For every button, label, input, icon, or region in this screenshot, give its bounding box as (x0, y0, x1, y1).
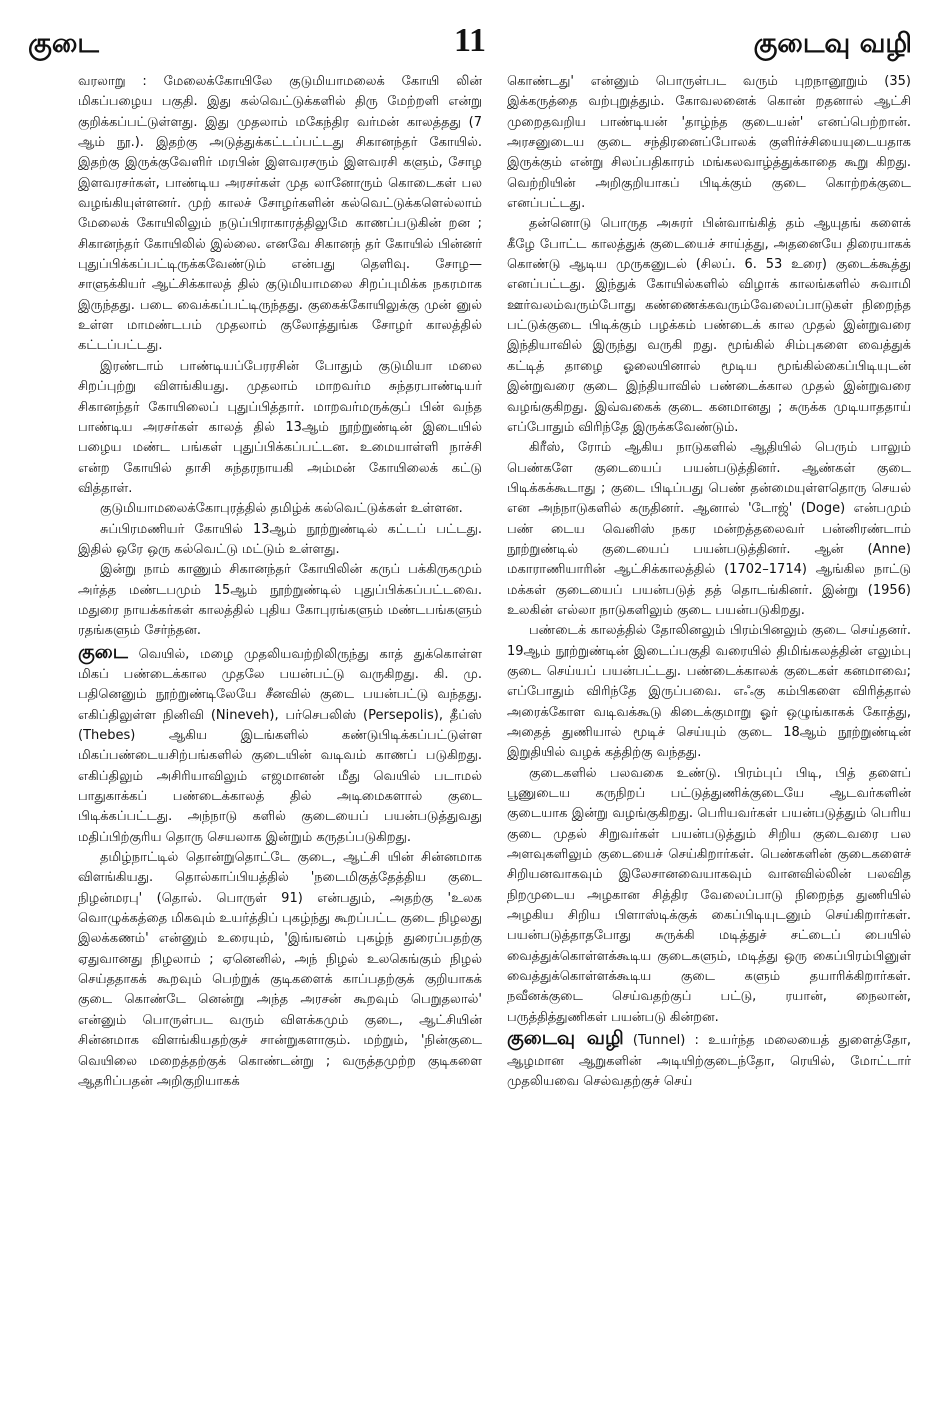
paragraph: தன்னொடு பொருத அசுரர் பின்வாங்கித் தம் ஆயுதங் களைக் கீழே போட்ட காலத்துக் குடையைச் சாய்த்து, அதனையே திரையாகக் கொண்டு ஆடிய முருகனுடல் (சிலப். 6. 53 உரை) குடைக்கூத்து எனப்பட்டது. இந்துக் கோயில்களில் விழாக் காலங்களில் சுவாமி ஊர்வலம்வரும்போது கண்ணைக்கவரும்வேலைப்பாடுகள் நிறைந்த பட்டுக்குடை பிடிக்கும் பழக்கம் பண்டைக் கால முதல் இன்றுவரை இந்தியாவில் இருந்து வருகி றது. மூங்கில் சிம்புகளை வைத்துக் கட்டித் தாழை ஓலையினால் மூடிய மூங்கில்கைப்பிடியுடன் இன்றுவரை குடை இந்தியாவில் பண்டைக்கால முதல் இன்றுவரை வழங்குகிறது. இவ்வகைக் குடை கனமானது ; சுருக்க முடியாததாய் எப்போதும் விரிந்தே இருக்கவேண்டும். (507, 216, 911, 435)
entry-text: (Tunnel) : உயர்ந்த மலையைத் துளைத்தோ, ஆழமான ஆறுகளின் அடியிற்குடைந்தோ, ரெயில், மோட்டார் முதலியவை செல்வதற்குச் செய் (507, 1033, 911, 1089)
entry-text: வெயில், மழை முதலியவற்றிலிருந்து காத் துக்கொள்ள மிகப் பண்டைக்கால முதலே பயன்பட்டு வருகிறது. கி. மு. பதினெனும் நூற்றுண்டிலேயே சீனவில் குடை பயன்பட்டு வந்தது. எகிப்திலுள்ள நினிவி (Nineveh), பர்செபலிஸ் (Persepolis), தீப்ஸ் (Thebes) ஆகிய இடங்களில் கண்டுபிடிக்கப்பட்டுள்ள மிகப்பண்டையசிற்பங்களில் குடையின் வடிவம் காணப் படுகிறது. எகிப்திலும் அசிரியாவிலும் எஜமானன் மீது வெயில் படாமல் பாதுகாக்கப் பண்டைக்காலத் தில் அடிமைகளால் குடை பிடிக்கப்பட்டது. அந்நாடு களில் குடையைப் பயன்படுத்துவது மதிப்பிற்குரிய தொரு செயலாக இன்றும் கருதப்படுகிறது. (78, 646, 482, 845)
header-left-guideword: குடை (28, 28, 99, 59)
entry-paragraph (78, 642, 482, 848)
paragraph: வரலாறு : மேலைக்கோயிலே குடுமியாமலைக் கோயி லின் மிகப்பழைய பகுதி. இது கல்வெட்டுக்களில் திரு மேற்றளி என்று குறிக்கப்பட்டுள்ளது. இது முதலாம் மகேந்திர வர்மன் காலத்தது (7 ஆம் நூ.). இதற்கு அடுத்துக்கட்டப்பட்டது சிகானந்தர் கோயில். இதற்கு இருக்குவேளிர் மரபின் இளவரசரும் இளவரசி களும், சோழ இளவரசர்கள், பாண்டிய அரசர்கள் முத லானோரும் கொடைகள் பல வழங்கியுள்ளனர். முற் காலச் சோழர்களின் கல்வெட்டுக்களெல்லாம் மேலைக் கோயிலிலும் நடுப்பிராகாரத்திலுமே காணப்படுகின் றன ; சிகானந்தர் கோயிலில் இல்லை. எனவே சிகானந் தர் கோயில் பின்னர் புதுப்பிக்கப்பட்டிருக்கவேண்டும் என்பது தெளிவு. சோழ—சாளுக்கியர் ஆட்சிக்காலத் தில் குடுமியாமலை சிறப்புமிக்க நகரமாக இருந்தது. படை வைக்கப்பட்டிருந்தது. குகைக்கோயிலுக்கு முன் னுல் உள்ள மாமண்டபம் முதலாம் குலோத்துங்க சோழர் காலத்தில் கட்டப்பட்டது. (78, 74, 482, 354)
paragraph: சுப்பிரமணியர் கோயில் 13ஆம் நூற்றுண்டில் கட்டப் பட்டது. இதில் ஒரே ஒரு கல்வெட்டு மட்டும் உள்ளது. (78, 521, 482, 557)
entry-paragraph (507, 1028, 911, 1092)
entry-headword: குடைவு வழி (507, 1027, 624, 1050)
paragraph: கிரீஸ், ரோம் ஆகிய நாடுகளில் ஆதியில் பெரும் பாலும் பெண்களே குடையைப் பயன்படுத்தினர். ஆண்கள் குடை பிடிக்கக்கூடாது ; குடை பிடிப்பது பெண் தன்மையுள்ளதொரு செயல் என அந்நாடுகளில் கருதினர். ஆனால் 'டோஜ்' (Doge) என்பமும் பண் டைய வெனிஸ் நகர மன்றத்தலைவர் பன்னிரண்டாம் நூற்றுண்டில் குடையைப் பயன்படுத்தினர். ஆன் (Anne) மகாராணியாரின் ஆட்சிக்காலத்தில் (1702–1714) ஆங்கில நாட்டு மக்கள் குடையைப் பயன்படுத் தத் தொடங்கினர். இன்று (1956) உலகின் எல்லா நாடுகளிலும் குடை பயன்படுகிறது. (507, 440, 911, 618)
paragraph: பண்டைக் காலத்தில் தோலினலும் பிரம்பினலும் குடை செய்தனர். 19ஆம் நூற்றுண்டின் இடைப்பகுதி வரையில் திமிங்கலத்தின் எலும்பு குடை செய்யப் பயன்பட்டது. பண்டைக்காலக் குடைகள் கனமாவை; எப்போதும் விரிந்தே இருப்பவை. எஃகு கம்பிகளை விரித்தால் அரைக்கோள வடிவக்கூடு கிடைக்குமாறு ஓர் ஒழுங்காகக் கோத்து, அதைத் துணியால் மூடிச் செய்யும் குடை 18ஆம் நூற்றுண்டின் இறுதியில் வழக் கத்திற்கு வந்தது. (507, 623, 911, 761)
paragraph: தமிழ்நாட்டில் தொன்றுதொட்டே குடை, ஆட்சி யின் சின்னமாக விளங்கியது. தொல்காப்பியத்தில் 'நடைமிகுத்தேத்திய குடை நிழன்மரபு' (தொல். பொருள் 91) என்பதும், அதற்கு 'உலக வொழுக்கத்தை மிகவும் உயர்த்திப் புகழ்ந்து கூறப்பட்ட குடை நிழலது இலக்கணம்' என்னும் உரையும், 'இங்ஙனம் புகழ்ந் துரைப்பதற்கு ஏதுவானது நிழலாம் ; ஏனெனில், அந் நிழல் உலகெங்கும் நிழல் செய்ததாகக் கூறவும் பெற்றுக் குடிகளைக் காப்பதற்குக் குறியாகக் குடை கொண்டே னென்று அந்த அரசன் கூறவும் பெறுதலால்' என்னும் பொருள்பட வரும் விளக்கமும் குடை, ஆட்சியின் சின்னமாக விளங்கியதற்குச் சான்றுகளாகும். மற்றும், 'நின்குடை வெயிலை மறைத்தற்குக் கொண்டன்று ; வருத்தமுற்ற குடிகளை ஆதரிப்பதன் அறிகுறியாகக் (78, 850, 482, 1089)
entry-headword: குடை (78, 640, 128, 663)
page-header (28, 22, 912, 66)
right-column (507, 72, 911, 1092)
page-number: 11 (453, 22, 487, 59)
header-right-guideword: குடைவு வழி (753, 28, 912, 59)
paragraph: கொண்டது' என்னும் பொருள்பட வரும் புறநானூறும் (35) இக்கருத்தை வற்புறுத்தும். கோவலனைக் கொன் றதனால் ஆட்சி முறைதவறிய பாண்டியன் 'தாழ்ந்த குடையன்' எனப்பெற்றான். அரசனுடைய குடை சந்திரனைப்போலக் குளிர்ச்சியையுடையதாக இருக்கும் என்று சிலப்பதிகாரம் மங்கலவாழ்த்துக்காதை கூறு கிறது. வெற்றியின் அறிகுறியாகப் பிடிக்கும் குடை கொற்றக்குடை எனப்பட்டது. (507, 74, 911, 212)
paragraph: குடைகளில் பலவகை உண்டு. பிரம்புப் பிடி, பித் தளைப் பூணுடைய கருநிறப் பட்டுத்துணிக்குடையே ஆடவர்களின் குடையாக இன்று வழங்குகிறது. பெரியவர்கள் பயன்படுத்தும் பெரிய குடை முதல் சிறுவர்கள் பயன்படுத்தும் சிறிய குடைவரை பல அளவுகளிலும் குடையைச் செய்கிறார்கள். பெண்களின் குடைகளைச் சிறியனவாகவும் இலேசானவையாகவும் வானவில்லின் பலவித நிறமுடைய அழகான சித்திர வேலைப்பாடு நிறைந்த துணியில் அழகிய சிறிய பிளாஸ்டிக்குக் கைப்பிடியுடனும் செய்கிறார்கள். பயன்படுத்தாதபோது சுருக்கி மடித்துச் சட்டைப் பையில் வைத்துக்கொள்ளக்கூடிய குடைகளும், மடித்து ஒரு கைப்பிரம்பினுள் வைத்துக்கொள்ளக்கூடிய குடை களும் தயாரிக்கிறார்கள். நவீனக்குடை செய்வதற்குப் பட்டு, ரயான், நைலான், பருத்தித்துணிகள் பயன்படு கின்றன. (507, 765, 911, 1025)
left-column (78, 72, 482, 1092)
paragraph: குடுமியாமலைக்கோபுரத்தில் தமிழ்க் கல்வெட்டுக்கள் உள்ளன. (100, 501, 463, 517)
paragraph: இன்று நாம் காணும் சிகானந்தர் கோயிலின் கருப் பக்கிருகமும் அர்த்த மண்டபமும் 15ஆம் நூற்றுண்டில் புதுப்பிக்கப்பட்டவை. மதுரை நாயக்கர்கள் காலத்தில் புதிய கோபுரங்களும் மண்டபங்களும் ரதங்களும் சேர்ந்தன. (78, 562, 482, 639)
paragraph: இரண்டாம் பாண்டியப்பேரரசின் போதும் குடுமியா மலை சிறப்புற்று விளங்கியது. முதலாம் மாறவர்ம சுந்தரபாண்டியர் சிகானந்தர் கோயிலைப் புதுப்பித்தார். மாறவர்மருக்குப் பின் வந்த பாண்டிய அரசர்கள் காலத் தில் 13ஆம் நூற்றுண்டின் இடையில் பழைய மண்ட பங்கள் புதுப்பிக்கப்பட்டன. உமையாள்ளி நாச்சி என்ற கோயில் தாசி சுந்தரநாயகி அம்மன் கோயிலைக் கட்டு வித்தாள். (78, 358, 482, 496)
